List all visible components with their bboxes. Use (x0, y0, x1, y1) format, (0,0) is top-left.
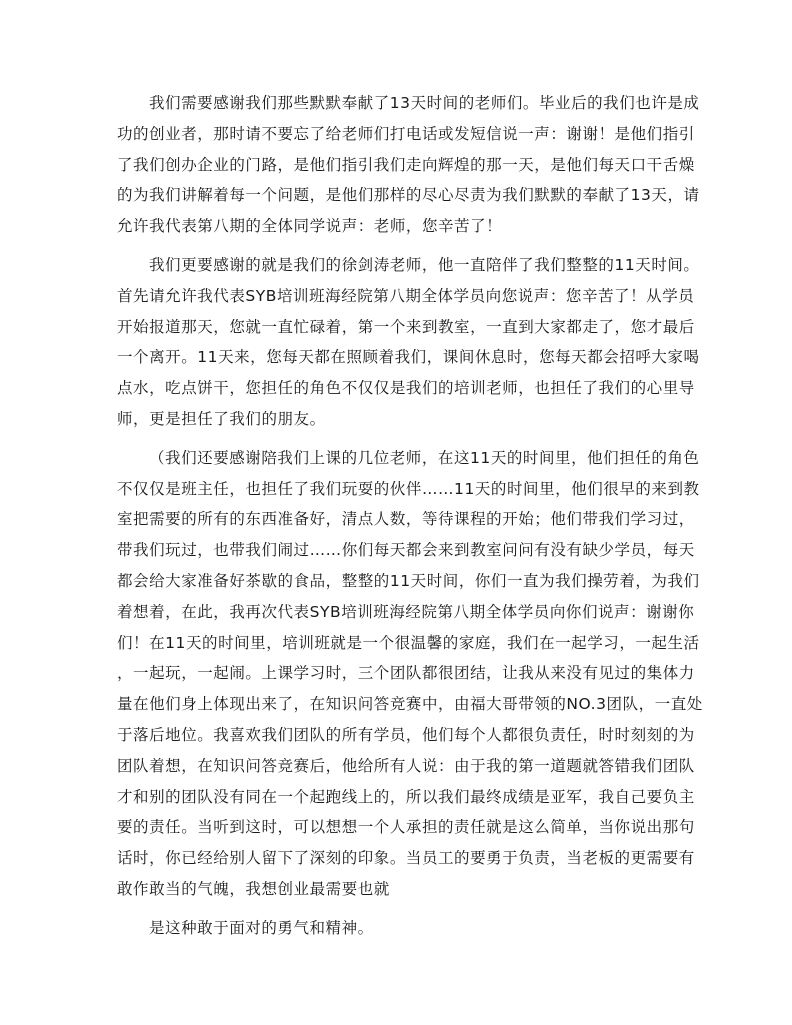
text-line: 我们更要感谢的就是我们的徐剑涛老师，他一直陪伴了我们整整的11天时间。 (149, 255, 700, 274)
paragraph-thanks-class-teachers (117, 443, 703, 905)
text-line: （我们还要感谢陪我们上课的几位老师，在这11天的时间里，他们担任的角色 (149, 448, 700, 467)
text-line: 不仅仅是班主任，也担任了我们玩耍的伙伴……11天的时间里，他们很早的来到教 (117, 479, 700, 498)
text-line: 要的责任。当听到这时，可以想想一个人承担的责任就是这么简单，当你说出那句 (117, 818, 695, 837)
text-line: ，一起玩，一起闹。上课学习时，三个团队都很团结，让我从来没有见过的集体力 (117, 664, 695, 683)
text-line: 敢作敢当的气魄，我想创业最需要也就 (117, 879, 390, 898)
text-line: 功的创业者，那时请不要忘了给老师们打电话或发短信说一声：谢谢！是他们指引 (117, 124, 695, 143)
text-line: 一个离开。11天来，您每天都在照顾着我们，课间休息时，您每天都会招呼大家喝 (117, 348, 700, 367)
paragraph-thanks-xu-jiantao (117, 250, 700, 435)
document-page (117, 88, 703, 944)
text-line: 允许我代表第八期的全体同学说声：老师，您辛苦了！ (117, 217, 503, 236)
text-line: 们！在11天的时间里，培训班就是一个很温馨的家庭，我们在一起学习，一起生活 (117, 633, 700, 652)
text-line: 首先请允许我代表SYB培训班海经院第八期全体学员向您说声：您辛苦了！从学员 (117, 286, 695, 305)
paragraph-gap (117, 905, 677, 913)
text-line: 开始报道那天，您就一直忙碌着，第一个来到教室，一直到大家都走了，您才最后 (117, 317, 695, 336)
paragraph-gap (117, 242, 677, 250)
text-line: 量在他们身上体现出来了，在知识问答竞赛中，由福大哥带领的NO.3团队，一直处 (117, 695, 703, 714)
paragraph-closing (117, 913, 677, 944)
text-line: 着想着，在此，我再次代表SYB培训班海经院第八期全体学员向你们说声：谢谢你 (117, 602, 695, 621)
text-line: 话时，你已经给别人留下了深刻的印象。当员工的要勇于负责，当老板的更需要有 (117, 849, 695, 868)
text-line: 了我们创办企业的门路，是他们指引我们走向辉煌的那一天，是他们每天口干舌燥 (117, 155, 695, 174)
text-line: 才和别的团队没有同在一个起跑线上的，所以我们最终成绩是亚军，我自己要负主 (117, 787, 695, 806)
text-line: 点水，吃点饼干，您担任的角色不仅仅是我们的培训老师，也担任了我们的心里导 (117, 379, 695, 398)
text-line: 带我们玩过，也带我们闹过……你们每天都会来到教室问问有没有缺少学员，每天 (117, 541, 695, 560)
text-line: 的为我们讲解着每一个问题，是他们那样的尽心尽责为我们默默的奉献了13天，请 (117, 186, 700, 205)
text-line: 师，更是担任了我们的朋友。 (117, 409, 326, 428)
text-line: 于落后地位。我喜欢我们团队的所有学员，他们每个人都很负责任，时时刻刻的为 (117, 725, 695, 744)
text-line: 室把需要的所有的东西准备好，清点人数，等待课程的开始；他们带我们学习过， (117, 510, 695, 529)
text-line: 团队着想，在知识问答竞赛后，他给所有人说：由于我的第一道题就答错我们团队 (117, 756, 695, 775)
text-line: 我们需要感谢我们那些默默奉献了13天时间的老师们。毕业后的我们也许是成 (149, 94, 700, 112)
paragraph-thanks-teachers (117, 88, 700, 242)
text-line: 都会给大家准备好茶歇的食品，整整的11天时间，你们一直为我们操劳着，为我们 (117, 571, 700, 590)
text-line: 是这种敢于面对的勇气和精神。 (149, 918, 374, 937)
paragraph-gap (117, 435, 677, 443)
